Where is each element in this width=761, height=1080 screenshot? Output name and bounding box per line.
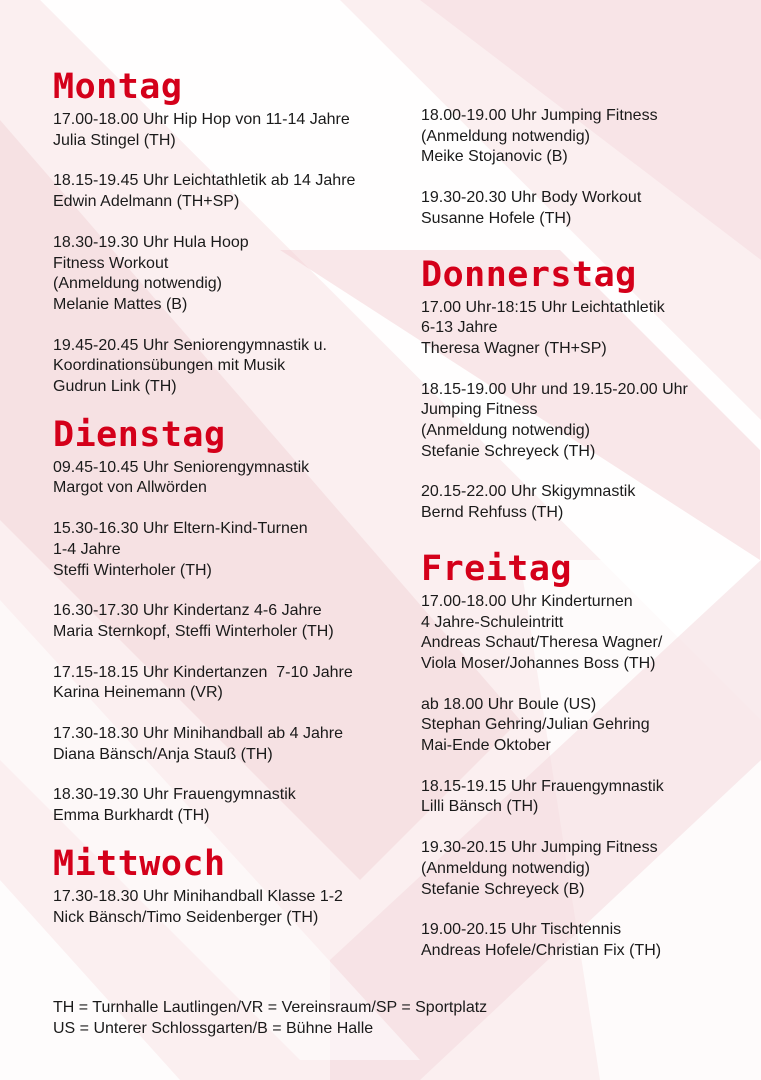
entry-line: Edwin Adelmann (TH+SP): [53, 193, 240, 211]
day-heading-montag: Montag: [53, 67, 183, 107]
schedule-entry: [421, 777, 741, 818]
entry-line: 4 Jahre-Schuleintritt: [421, 613, 564, 631]
entry-line: 17.00-18.00 Uhr Hip Hop von 11-14 Jahre: [53, 111, 350, 128]
schedule-entry: [421, 695, 741, 757]
entry-line: Melanie Mattes (B): [53, 295, 188, 313]
day-heading-freitag: Freitag: [421, 548, 573, 589]
day-heading-donnerstag: Donnerstag: [421, 254, 637, 295]
entry-line: Emma Burkhardt (TH): [53, 807, 210, 825]
schedule-entry: [53, 601, 393, 642]
entry-line: Maria Sternkopf, Steffi Winterholer (TH): [53, 622, 334, 640]
entry-line: 19.30-20.30 Uhr Body Workout: [421, 189, 642, 207]
entry-line: 18.15-19.00 Uhr und 19.15-20.00 Uhr: [421, 380, 688, 398]
schedule-entry: [421, 920, 741, 961]
entry-line: 15.30-16.30 Uhr Eltern-Kind-Turnen: [53, 520, 308, 538]
day-heading-mittwoch: Mittwoch: [53, 843, 226, 884]
entry-line: Steffi Winterholer (TH): [53, 561, 212, 579]
entry-line: Mai-Ende Oktober: [421, 737, 551, 755]
entry-line: (Anmeldung notwendig): [53, 275, 222, 293]
entry-line: 17.30-18.30 Uhr Minihandball Klasse 1-2: [53, 887, 343, 905]
schedule-entry: [53, 887, 393, 928]
schedule-entry: [53, 110, 393, 151]
entry-line: (Anmeldung notwendig): [421, 422, 590, 440]
schedule-entry: [53, 519, 393, 581]
entry-line: Susanne Hofele (TH): [421, 209, 572, 227]
legend-line: TH = Turnhalle Lautlingen/VR = Vereinsraum/SP = Sportplatz: [53, 999, 488, 1016]
schedule-entry: [53, 724, 393, 765]
entry-line: 19.30-20.15 Uhr Jumping Fitness: [421, 839, 658, 857]
entry-line: Bernd Rehfuss (TH): [421, 504, 564, 522]
entry-line: Julia Stingel (TH): [53, 131, 176, 149]
schedule-entry: [421, 838, 741, 900]
entry-line: 1-4 Jahre: [53, 540, 121, 558]
schedule-entry: [53, 663, 393, 704]
right-column: [421, 106, 741, 982]
schedule-entry: [53, 458, 393, 499]
entry-line: Viola Moser/Johannes Boss (TH): [421, 654, 656, 672]
schedule-entry: [421, 482, 741, 523]
entry-line: Theresa Wagner (TH+SP): [421, 339, 607, 357]
entry-line: Fitness Workout: [53, 254, 169, 272]
entry-line: Koordinationsübungen mit Musik: [53, 357, 286, 375]
entry-line: Lilli Bänsch (TH): [421, 798, 539, 816]
entry-line: 18.00-19.00 Uhr Jumping Fitness: [421, 107, 658, 124]
schedule-entry: [53, 233, 393, 316]
entry-line: 17.15-18.15 Uhr Kindertanzen 7-10 Jahre: [53, 663, 353, 681]
entry-line: 20.15-22.00 Uhr Skigymnastik: [421, 483, 636, 501]
schedule-entry: [53, 336, 393, 398]
entry-line: Nick Bänsch/Timo Seidenberger (TH): [53, 908, 319, 926]
schedule-entry: [421, 188, 741, 229]
entry-line: Meike Stojanovic (B): [421, 148, 568, 166]
location-legend: [53, 997, 487, 1039]
day-heading-dienstag: Dienstag: [53, 414, 226, 455]
schedule-entry: [421, 380, 741, 463]
entry-line: ab 18.00 Uhr Boule (US): [421, 695, 597, 713]
entry-line: 18.15-19.15 Uhr Frauengymnastik: [421, 777, 664, 795]
entry-line: (Anmeldung notwendig): [421, 127, 590, 145]
entry-line: Stefanie Schreyeck (TH): [421, 442, 596, 460]
legend-line: US = Unterer Schlossgarten/B = Bühne Halle: [53, 1020, 374, 1037]
entry-line: Diana Bänsch/Anja Stauß (TH): [53, 745, 273, 763]
entry-line: 19.45-20.45 Uhr Seniorengymnastik u.: [53, 336, 327, 354]
entry-line: 18.30-19.30 Uhr Frauengymnastik: [53, 786, 296, 804]
entry-line: Gudrun Link (TH): [53, 378, 177, 396]
left-column: [53, 64, 393, 948]
entry-line: Jumping Fitness: [421, 401, 538, 419]
schedule-entry: [421, 106, 741, 168]
entry-line: Andreas Schaut/Theresa Wagner/: [421, 634, 663, 652]
schedule-entry: [421, 592, 741, 675]
entry-line: 19.00-20.15 Uhr Tischtennis: [421, 921, 622, 939]
entry-line: Stefanie Schreyeck (B): [421, 880, 585, 898]
entry-line: Andreas Hofele/Christian Fix (TH): [421, 941, 662, 959]
entry-line: 18.15-19.45 Uhr Leichtathletik ab 14 Jahre: [53, 172, 356, 190]
entry-line: 6-13 Jahre: [421, 319, 498, 337]
entry-line: 17.00 Uhr-18:15 Uhr Leichtathletik: [421, 298, 665, 316]
entry-line: 17.00-18.00 Uhr Kinderturnen: [421, 592, 633, 610]
entry-line: (Anmeldung notwendig): [421, 859, 590, 877]
entry-line: 16.30-17.30 Uhr Kindertanz 4-6 Jahre: [53, 602, 322, 620]
schedule-entry: [421, 298, 741, 360]
schedule-entry: [53, 171, 393, 212]
entry-line: Stephan Gehring/Julian Gehring: [421, 716, 650, 734]
entry-line: 18.30-19.30 Uhr Hula Hoop: [53, 233, 249, 251]
schedule-entry: [53, 785, 393, 826]
entry-line: Margot von Allwörden: [53, 479, 207, 497]
entry-line: 09.45-10.45 Uhr Seniorengymnastik: [53, 458, 310, 476]
entry-line: 17.30-18.30 Uhr Minihandball ab 4 Jahre: [53, 725, 343, 743]
entry-line: Karina Heinemann (VR): [53, 684, 223, 702]
